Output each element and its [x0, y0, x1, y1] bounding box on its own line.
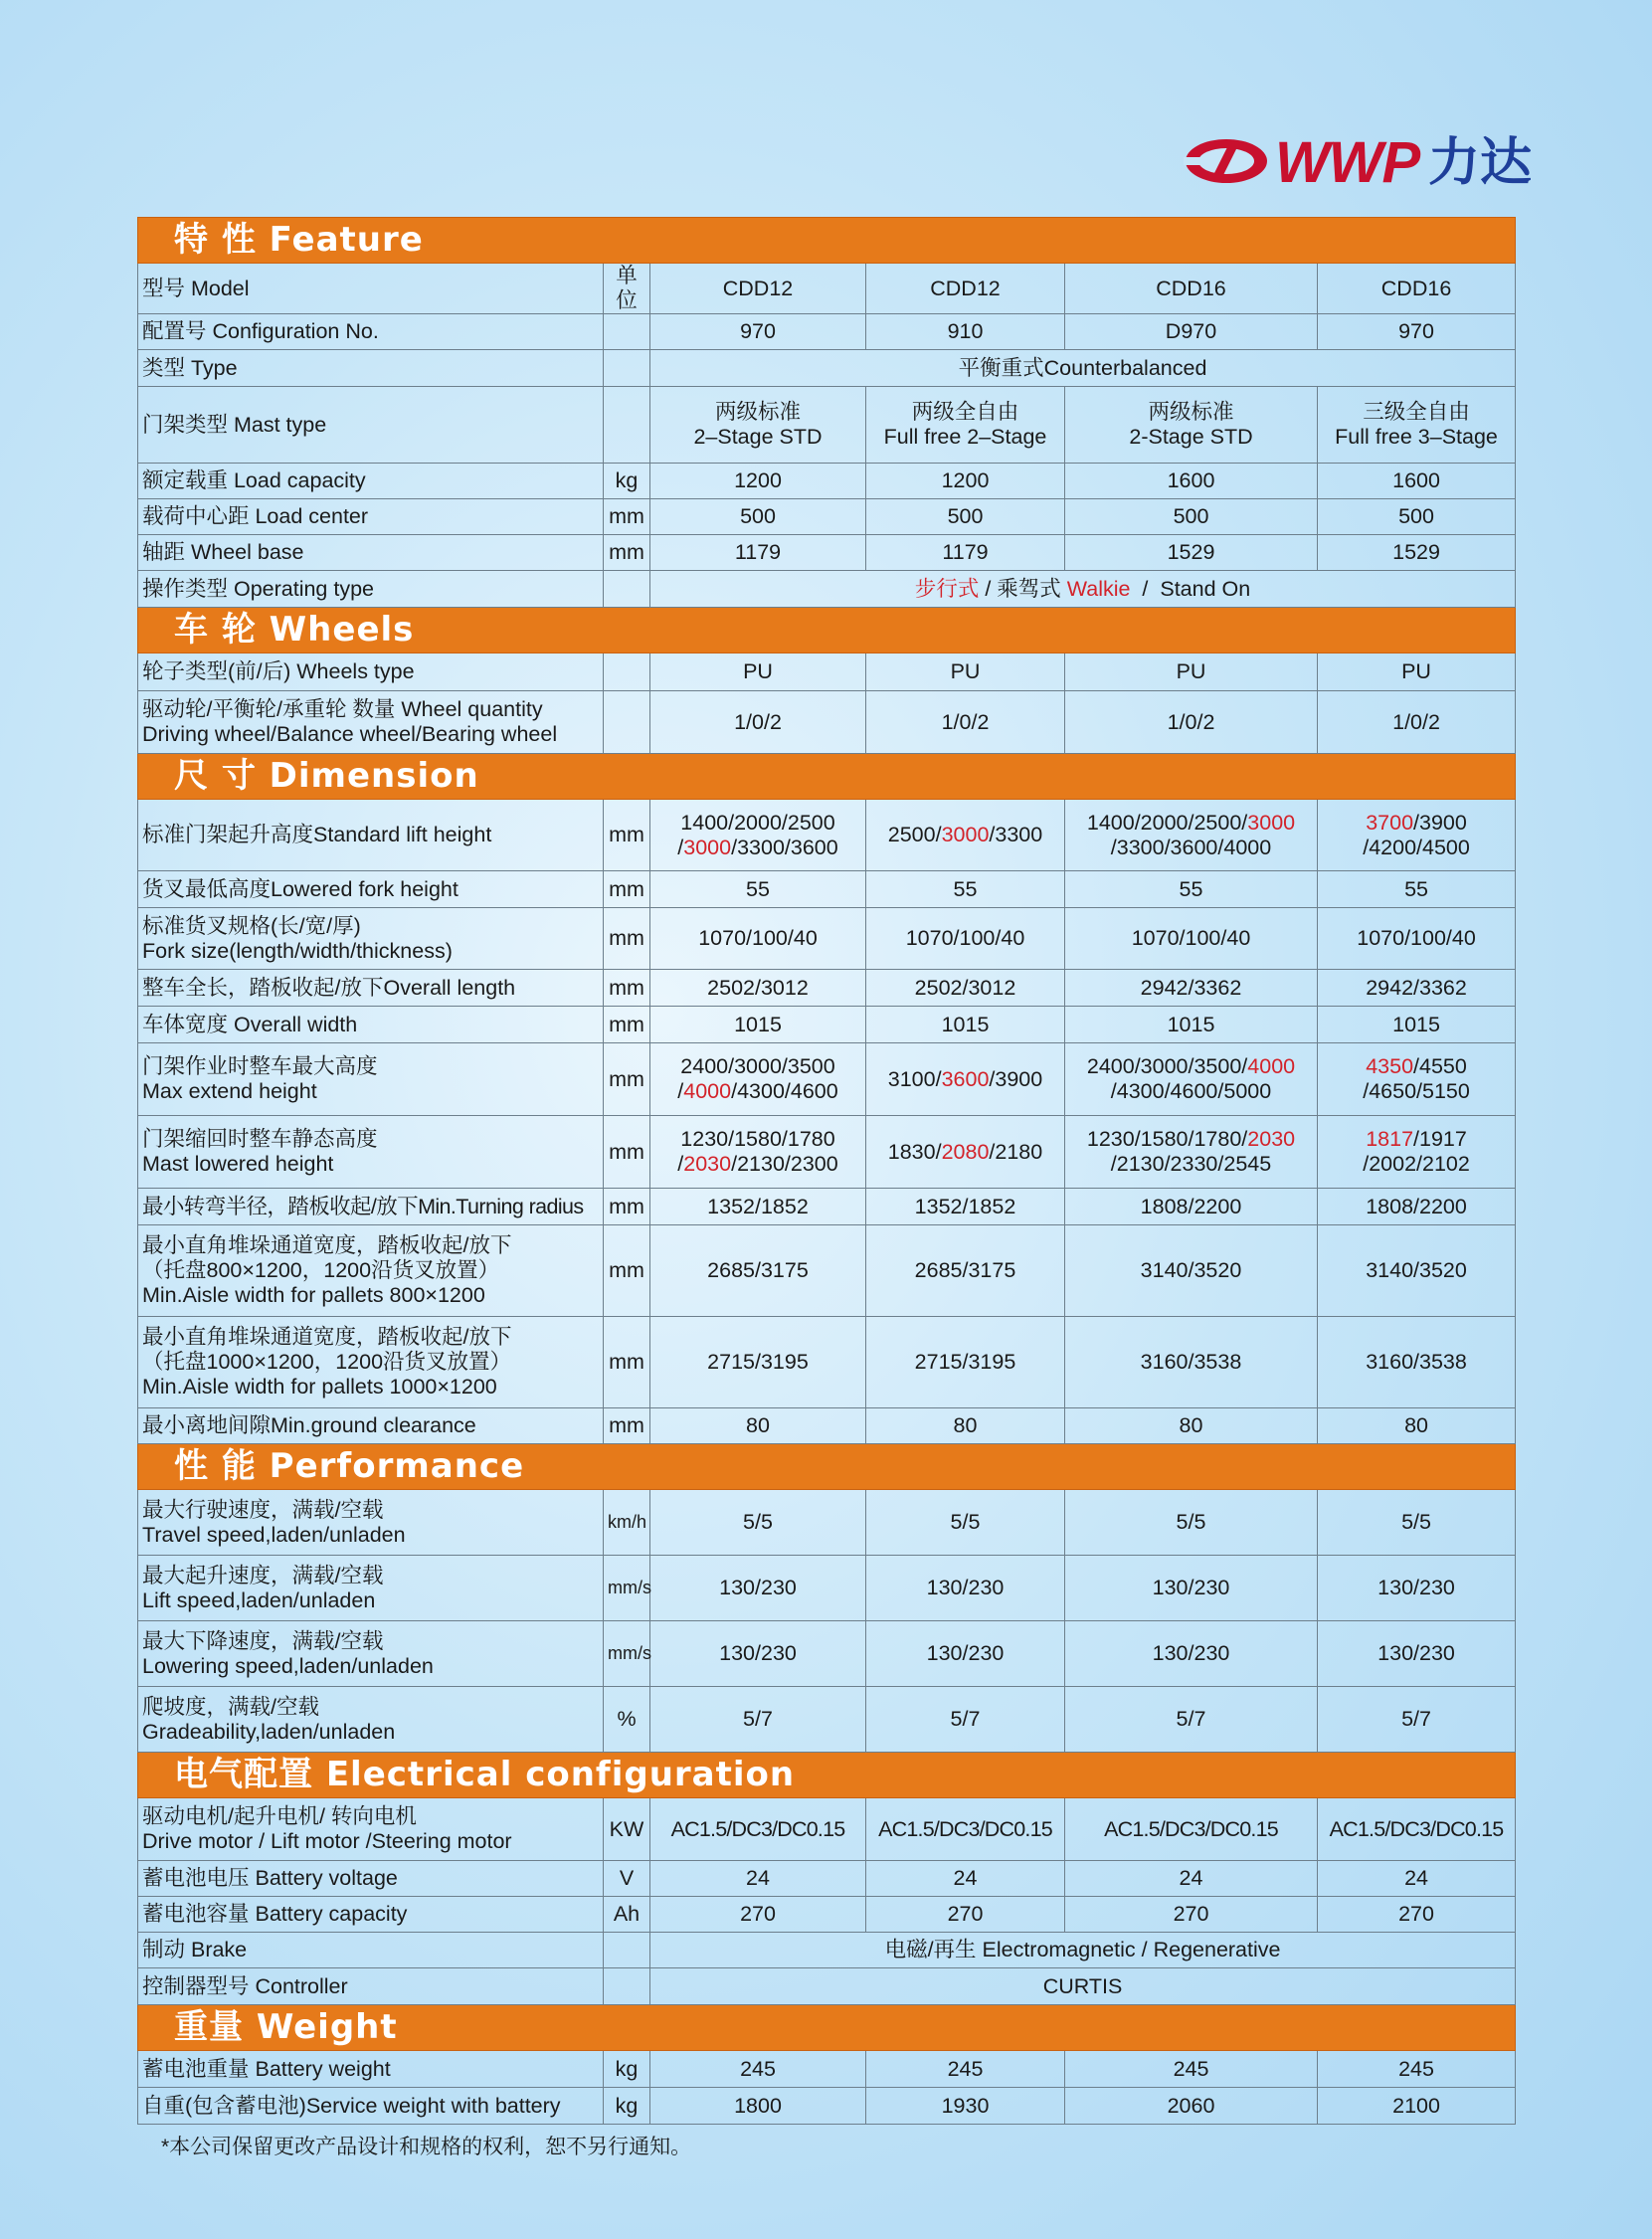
value-cell: 两级标准 2-Stage STD [1065, 387, 1318, 464]
unit-cell: mm [604, 871, 650, 908]
row-label: 蓄电池容量 Battery capacity [138, 1897, 604, 1933]
unit-cell: mm [604, 535, 650, 571]
value-cell: 1600 [1318, 464, 1516, 499]
table-row [138, 535, 1516, 571]
table-row [138, 1116, 1516, 1189]
table-row [138, 1933, 1516, 1968]
value-cell: 3140/3520 [1318, 1225, 1516, 1317]
unit-cell: kg [604, 2088, 650, 2125]
table-row [138, 908, 1516, 970]
unit-cell: V [604, 1861, 650, 1897]
table-row [138, 1043, 1516, 1116]
unit-cell: mm [604, 908, 650, 970]
value-cell: 245 [1318, 2051, 1516, 2088]
value-cell: 3700/3900 /4200/4500 [1318, 800, 1516, 871]
table-row [138, 1687, 1516, 1753]
value-cell: AC1.5/DC3/DC0.15 [1065, 1798, 1318, 1861]
value-cell: 970 [650, 314, 866, 350]
value-cell: PU [866, 653, 1065, 691]
model-cell: CDD12 [866, 264, 1065, 314]
value-cell: 5/7 [650, 1687, 866, 1753]
unit-cell: mm/s [604, 1556, 650, 1621]
row-label: 最大起升速度，满载/空载 Lift speed,laden/unladen [138, 1556, 604, 1621]
value-cell: 1015 [1065, 1007, 1318, 1043]
value-cell: 5/5 [866, 1490, 1065, 1556]
value-cell: 2502/3012 [650, 970, 866, 1007]
value-cell: 平衡重式Counterbalanced [650, 350, 1516, 387]
table-row [138, 1225, 1516, 1317]
value-cell: 55 [1065, 871, 1318, 908]
unit-cell: mm [604, 1007, 650, 1043]
value-cell: 270 [866, 1897, 1065, 1933]
value-cell: 2400/3000/3500 /4000/4300/4600 [650, 1043, 866, 1116]
value-cell: 5/7 [1065, 1687, 1318, 1753]
table-row [138, 800, 1516, 871]
value-cell: 1808/2200 [1065, 1189, 1318, 1225]
value-cell: 2942/3362 [1318, 970, 1516, 1007]
value-cell: 130/230 [1318, 1621, 1516, 1687]
value-cell: 1830/2080/2180 [866, 1116, 1065, 1189]
value-cell: 270 [1065, 1897, 1318, 1933]
value-cell: 1200 [866, 464, 1065, 499]
value-cell: 电磁/再生 Electromagnetic / Regenerative [650, 1933, 1516, 1968]
row-label: 最小直角堆垛通道宽度，踏板收起/放下 （托盘1000×1200，1200沿货叉放置） Min.Aisle width for pallets 1000×1200 [138, 1317, 604, 1408]
value-cell: 24 [866, 1861, 1065, 1897]
row-label: 最小直角堆垛通道宽度，踏板收起/放下 （托盘800×1200，1200沿货叉放置） Min.Aisle width for pallets 800×1200 [138, 1225, 604, 1317]
table-row [138, 1189, 1516, 1225]
row-label: 自重(包含蓄电池)Service weight with battery [138, 2088, 604, 2125]
value-cell: 130/230 [650, 1621, 866, 1687]
value-cell: 24 [1318, 1861, 1516, 1897]
value-cell: 5/7 [1318, 1687, 1516, 1753]
unit-cell: % [604, 1687, 650, 1753]
row-label: 蓄电池重量 Battery weight [138, 2051, 604, 2088]
value-cell: 三级全自由 Full free 3–Stage [1318, 387, 1516, 464]
brand-name: WWP [1275, 130, 1420, 195]
row-label: 配置号 Configuration No. [138, 314, 604, 350]
unit-cell: mm [604, 800, 650, 871]
value-cell: 1070/100/40 [866, 908, 1065, 970]
value-cell: 1529 [1318, 535, 1516, 571]
row-label: 整车全长，踏板收起/放下Overall length [138, 970, 604, 1007]
model-cell: CDD12 [650, 264, 866, 314]
value-cell: 130/230 [1065, 1621, 1318, 1687]
unit-cell: KW [604, 1798, 650, 1861]
value-cell: 3100/3600/3900 [866, 1043, 1065, 1116]
value-cell: 1352/1852 [866, 1189, 1065, 1225]
brand-name-cn: 力达 [1428, 133, 1533, 193]
value-cell: PU [650, 653, 866, 691]
table-row [138, 1556, 1516, 1621]
value-cell: 1400/2000/2500 /3000/3300/3600 [650, 800, 866, 871]
table-row [138, 691, 1516, 754]
value-cell: 1015 [866, 1007, 1065, 1043]
table-row [138, 1621, 1516, 1687]
row-label: 货叉最低高度Lowered fork height [138, 871, 604, 908]
value-cell: 1529 [1065, 535, 1318, 571]
value-cell: PU [1318, 653, 1516, 691]
value-cell: 1800 [650, 2088, 866, 2125]
value-cell: 500 [866, 499, 1065, 535]
value-cell: 5/5 [1065, 1490, 1318, 1556]
value-cell: 1400/2000/2500/3000 /3300/3600/4000 [1065, 800, 1318, 871]
unit-cell: mm [604, 1116, 650, 1189]
row-label: 操作类型 Operating type [138, 571, 604, 608]
value-cell: 130/230 [1065, 1556, 1318, 1621]
value-cell: 270 [650, 1897, 866, 1933]
row-label: 门架作业时整车最大高度 Max extend height [138, 1043, 604, 1116]
table-row [138, 653, 1516, 691]
value-cell: 2715/3195 [866, 1317, 1065, 1408]
value-cell: 2500/3000/3300 [866, 800, 1065, 871]
value-cell: 两级标准 2–Stage STD [650, 387, 866, 464]
value-cell: 55 [866, 871, 1065, 908]
value-cell: 1179 [866, 535, 1065, 571]
value-cell: 500 [650, 499, 866, 535]
value-cell: 5/5 [650, 1490, 866, 1556]
row-label: 额定载重 Load capacity [138, 464, 604, 499]
value-cell: 130/230 [1318, 1556, 1516, 1621]
value-cell: 55 [1318, 871, 1516, 908]
unit-cell: mm [604, 1189, 650, 1225]
value-cell: 1179 [650, 535, 866, 571]
value-cell: D970 [1065, 314, 1318, 350]
value-cell: 910 [866, 314, 1065, 350]
value-cell: 80 [866, 1408, 1065, 1444]
value-cell: 步行式 / 乘驾式 Walkie / Stand On [650, 571, 1516, 608]
table-row [138, 1490, 1516, 1556]
value-cell: 500 [1065, 499, 1318, 535]
value-cell: 130/230 [866, 1556, 1065, 1621]
table-row [138, 871, 1516, 908]
value-cell: 2060 [1065, 2088, 1318, 2125]
row-label: 最大行驶速度，满载/空载 Travel speed,laden/unladen [138, 1490, 604, 1556]
value-cell: 1070/100/40 [1065, 908, 1318, 970]
footnote: *本公司保留更改产品设计和规格的权利，恕不另行通知。 [161, 2136, 692, 2158]
section-header-dimension: 尺 寸 Dimension [138, 754, 1516, 800]
value-cell: 3140/3520 [1065, 1225, 1318, 1317]
unit-cell: mm [604, 1043, 650, 1116]
brand-logo [1184, 129, 1537, 197]
unit-cell: mm [604, 1317, 650, 1408]
table-row [138, 1897, 1516, 1933]
value-cell: 245 [1065, 2051, 1318, 2088]
value-cell: 1230/1580/1780 /2030/2130/2300 [650, 1116, 866, 1189]
value-cell: AC1.5/DC3/DC0.15 [1318, 1798, 1516, 1861]
value-cell: 2100 [1318, 2088, 1516, 2125]
value-cell: 500 [1318, 499, 1516, 535]
table-row [138, 571, 1516, 608]
value-cell: 1070/100/40 [650, 908, 866, 970]
value-cell: 130/230 [650, 1556, 866, 1621]
value-cell: 80 [650, 1408, 866, 1444]
section-header-feature: 特 性 Feature [138, 218, 1516, 264]
section-header-electrical: 电气配置 Electrical configuration [138, 1753, 1516, 1798]
value-cell: 1070/100/40 [1318, 908, 1516, 970]
row-label: 最大下降速度，满载/空载 Lowering speed,laden/unladen [138, 1621, 604, 1687]
value-cell: 55 [650, 871, 866, 908]
table-row [138, 970, 1516, 1007]
table-row [138, 1408, 1516, 1444]
value-cell: 2685/3175 [866, 1225, 1065, 1317]
table-row [138, 499, 1516, 535]
unit-cell: Ah [604, 1897, 650, 1933]
unit-cell: mm [604, 970, 650, 1007]
unit-cell: mm [604, 1225, 650, 1317]
value-cell: AC1.5/DC3/DC0.15 [866, 1798, 1065, 1861]
value-cell: 1015 [650, 1007, 866, 1043]
unit-cell: kg [604, 2051, 650, 2088]
row-label: 载荷中心距 Load center [138, 499, 604, 535]
unit-cell: kg [604, 464, 650, 499]
value-cell: 两级全自由 Full free 2–Stage [866, 387, 1065, 464]
table-row [138, 314, 1516, 350]
table-row [138, 1861, 1516, 1897]
value-cell: 245 [866, 2051, 1065, 2088]
value-cell: 1/0/2 [1065, 691, 1318, 754]
value-cell: 80 [1318, 1408, 1516, 1444]
row-label: 驱动轮/平衡轮/承重轮 数量 Wheel quantity Driving wheel/Balance wheel/Bearing wheel [138, 691, 604, 754]
value-cell: CURTIS [650, 1968, 1516, 2005]
row-label: 驱动电机/起升电机/ 转向电机 Drive motor / Lift motor /Steering motor [138, 1798, 604, 1861]
value-cell: 270 [1318, 1897, 1516, 1933]
value-cell: 3160/3538 [1318, 1317, 1516, 1408]
value-cell: 1/0/2 [866, 691, 1065, 754]
row-label: 轴距 Wheel base [138, 535, 604, 571]
row-label: 门架缩回时整车静态高度 Mast lowered height [138, 1116, 604, 1189]
table-row [138, 464, 1516, 499]
value-cell: 24 [1065, 1861, 1318, 1897]
model-cell: CDD16 [1065, 264, 1318, 314]
value-cell: 1352/1852 [650, 1189, 866, 1225]
value-cell: 1/0/2 [650, 691, 866, 754]
value-cell: 245 [650, 2051, 866, 2088]
unit-cell: km/h [604, 1490, 650, 1556]
value-cell: 1015 [1318, 1007, 1516, 1043]
row-label: 车体宽度 Overall width [138, 1007, 604, 1043]
unit-header: 单位 [604, 264, 650, 314]
table-row [138, 2051, 1516, 2088]
value-cell: 1200 [650, 464, 866, 499]
wwp-logo-mark-icon [1184, 135, 1269, 187]
value-cell: 2685/3175 [650, 1225, 866, 1317]
value-cell: 5/7 [866, 1687, 1065, 1753]
value-cell: 5/5 [1318, 1490, 1516, 1556]
table-row [138, 1968, 1516, 2005]
spec-table [137, 217, 1516, 2125]
value-cell: 2400/3000/3500/4000 /4300/4600/5000 [1065, 1043, 1318, 1116]
value-cell: 1600 [1065, 464, 1318, 499]
value-cell: 2942/3362 [1065, 970, 1318, 1007]
value-cell: 1/0/2 [1318, 691, 1516, 754]
row-label: 标准货叉规格(长/宽/厚) Fork size(length/width/thickness) [138, 908, 604, 970]
value-cell: 1817/1917 /2002/2102 [1318, 1116, 1516, 1189]
row-label: 型号 Model [138, 264, 604, 314]
row-label: 最小离地间隙Min.ground clearance [138, 1408, 604, 1444]
table-row [138, 1317, 1516, 1408]
value-cell: 1230/1580/1780/2030 /2130/2330/2545 [1065, 1116, 1318, 1189]
row-label: 最小转弯半径，踏板收起/放下Min.Turning radius [138, 1189, 604, 1225]
value-cell: 80 [1065, 1408, 1318, 1444]
row-label: 轮子类型(前/后) Wheels type [138, 653, 604, 691]
table-row [138, 350, 1516, 387]
section-header-performance: 性 能 Performance [138, 1444, 1516, 1490]
model-cell: CDD16 [1318, 264, 1516, 314]
value-cell: 2715/3195 [650, 1317, 866, 1408]
unit-cell: mm [604, 1408, 650, 1444]
value-cell: AC1.5/DC3/DC0.15 [650, 1798, 866, 1861]
unit-cell: mm/s [604, 1621, 650, 1687]
section-header-wheels: 车 轮 Wheels [138, 608, 1516, 653]
value-cell: 2502/3012 [866, 970, 1065, 1007]
row-label: 爬坡度，满载/空载 Gradeability,laden/unladen [138, 1687, 604, 1753]
row-label: 门架类型 Mast type [138, 387, 604, 464]
table-row [138, 387, 1516, 464]
table-row [138, 1798, 1516, 1861]
row-label: 标准门架起升高度Standard lift height [138, 800, 604, 871]
value-cell: 3160/3538 [1065, 1317, 1318, 1408]
unit-cell: mm [604, 499, 650, 535]
value-cell: 130/230 [866, 1621, 1065, 1687]
value-cell: PU [1065, 653, 1318, 691]
row-label: 蓄电池电压 Battery voltage [138, 1861, 604, 1897]
value-cell: 4350/4550 /4650/5150 [1318, 1043, 1516, 1116]
table-row [138, 2088, 1516, 2125]
row-label: 制动 Brake [138, 1933, 604, 1968]
value-cell: 970 [1318, 314, 1516, 350]
row-label: 控制器型号 Controller [138, 1968, 604, 2005]
value-cell: 1808/2200 [1318, 1189, 1516, 1225]
table-row [138, 1007, 1516, 1043]
value-cell: 1930 [866, 2088, 1065, 2125]
row-label: 类型 Type [138, 350, 604, 387]
table-row [138, 264, 1516, 314]
section-header-weight: 重量 Weight [138, 2005, 1516, 2051]
value-cell: 24 [650, 1861, 866, 1897]
